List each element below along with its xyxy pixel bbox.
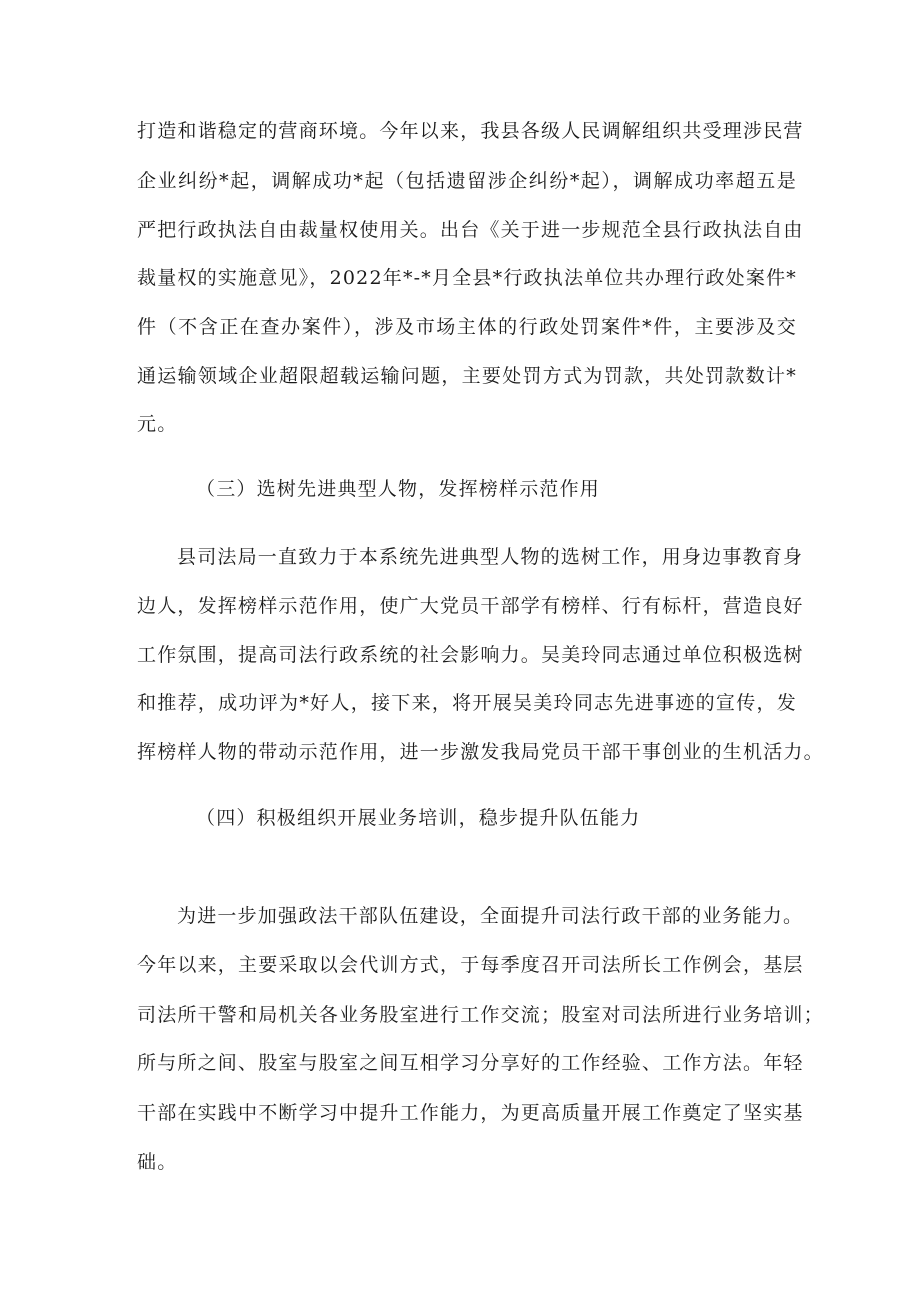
- para3-line-2: 今年以来，主要采取以会代训方式，于每季度召开司法所长工作例会，基层: [137, 954, 804, 976]
- para1-line-6: 通运输领域企业超限超载运输问题，主要处罚方式为罚款，共处罚款数计*: [137, 365, 797, 387]
- section-heading-4: （四）积极组织开展业务培训，稳步提升队伍能力: [196, 807, 641, 829]
- para1-line-1: 打造和谐稳定的营商环境。今年以来，我县各级人民调解组织共受理涉民营: [137, 120, 804, 142]
- para3-line-5: 干部在实践中不断学习中提升工作能力，为更高质量开展工作奠定了坚实基: [137, 1102, 804, 1124]
- section-heading-3: （三）选树先进典型人物，发挥榜样示范作用: [196, 478, 601, 500]
- para1-line-3: 严把行政执法自由裁量权使用关。出台《关于进一步规范全县行政执法自由: [137, 219, 804, 241]
- para1-line-7: 元。: [137, 413, 178, 435]
- para3-line-6: 础。: [137, 1151, 178, 1173]
- para2-line-3: 工作氛围，提高司法行政系统的社会影响力。吴美玲同志通过单位积极选树: [137, 644, 804, 666]
- para3-line-3: 司法所干警和局机关各业务股室进行工作交流；股室对司法所进行业务培训；: [137, 1004, 824, 1026]
- para2-line-5: 挥榜样人物的带动示范作用，进一步激发我局党员干部干事创业的生机活力。: [137, 741, 824, 763]
- para3-line-1: 为进一步加强政法干部队伍建设，全面提升司法行政干部的业务能力。: [177, 905, 804, 927]
- para2-line-2: 边人，发挥榜样示范作用，使广大党员干部学有榜样、行有标杆，营造良好: [137, 595, 804, 617]
- para3-line-4: 所与所之间、股室与股室之间互相学习分享好的工作经验、工作方法。年轻: [137, 1052, 804, 1074]
- para2-line-4: 和推荐，成功评为*好人，接下来，将开展吴美玲同志先进事迹的宣传，发: [137, 692, 797, 714]
- para1-line-2: 企业纠纷*起，调解成功*起（包括遗留涉企纠纷*起），调解成功率超五是: [137, 170, 797, 192]
- para2-line-1: 县司法局一直致力于本系统先进典型人物的选树工作，用身边事教育身: [177, 546, 804, 568]
- para1-line-5: 件（不含正在查办案件），涉及市场主体的行政处罚案件*件，主要涉及交: [137, 316, 797, 338]
- para1-line-4: 裁量权的实施意见》，2022年*-*月全县*行政执法单位共办理行政处案件*: [137, 267, 797, 289]
